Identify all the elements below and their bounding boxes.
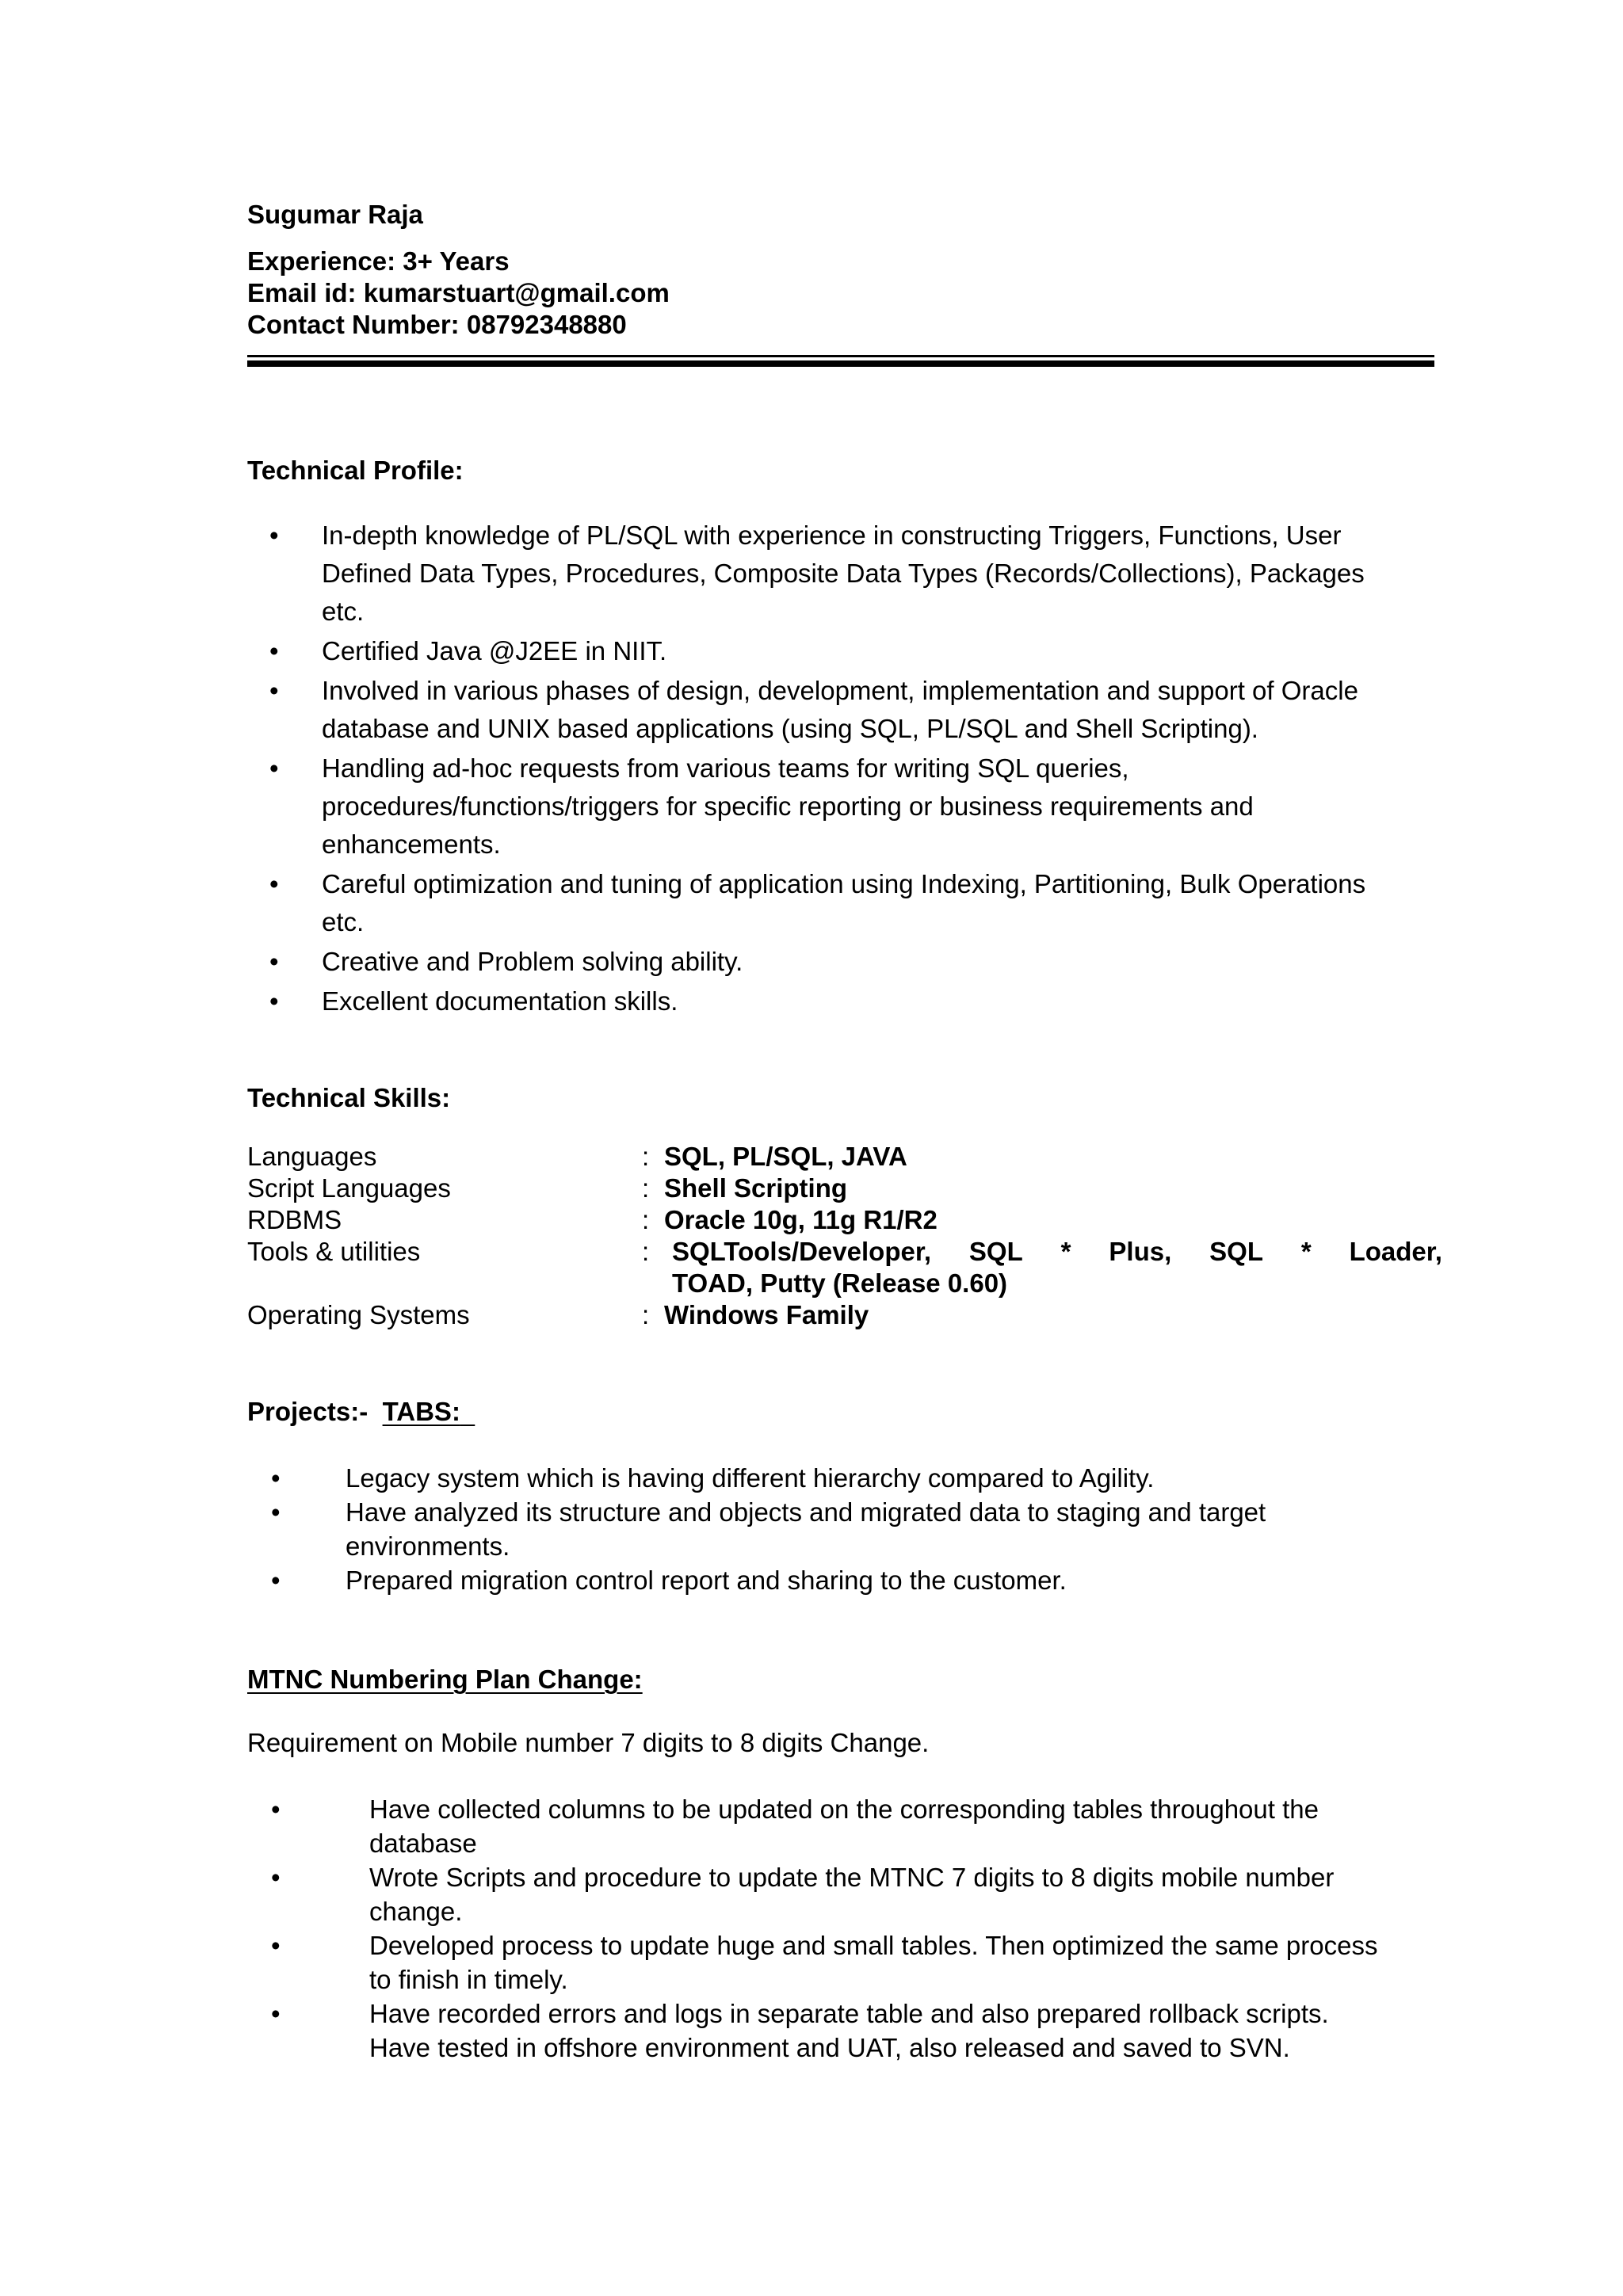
list-item	[271, 1461, 1266, 1495]
tools-word: *	[1060, 1237, 1071, 1266]
tools-word: *	[1300, 1237, 1312, 1266]
list-item-line: database and UNIX based applications (using SQL, PL/SQL and Shell Scripting).	[322, 714, 1258, 743]
skill-row	[247, 1173, 1434, 1204]
skill-value: Windows Family	[664, 1300, 869, 1329]
skills-table	[247, 1141, 1442, 1331]
list-item	[271, 1792, 1377, 1860]
skill-separator: :	[642, 1300, 650, 1329]
list-item-line: Creative and Problem solving ability.	[322, 947, 743, 976]
list-item	[271, 1563, 1266, 1597]
list-item-line: change.	[369, 1897, 463, 1926]
bullet-icon: •	[269, 521, 279, 550]
tools-word: Plus,	[1109, 1237, 1172, 1266]
mtnc-heading: MTNC Numbering Plan Change:	[247, 1665, 643, 1694]
skill-label: Languages	[247, 1142, 377, 1171]
tools-word: SQL	[1209, 1237, 1263, 1266]
bullet-icon: •	[271, 1566, 281, 1595]
list-item-line: Involved in various phases of design, development, implementation and support of Oracle	[322, 676, 1358, 705]
list-item-line: Wrote Scripts and procedure to update the MTNC 7 digits to 8 digits mobile number	[369, 1863, 1335, 1892]
skill-row	[247, 1141, 1434, 1173]
list-item	[271, 1495, 1266, 1563]
list-item-line: Have analyzed its structure and objects and migrated data to staging and target	[346, 1497, 1266, 1527]
list-item-line: environments.	[346, 1531, 510, 1561]
experience-line: Experience: 3+ Years	[247, 246, 510, 276]
list-item	[269, 672, 1365, 748]
technical-profile-list	[269, 517, 1366, 1020]
list-item-line: to finish in timely.	[369, 1965, 568, 1994]
list-item-line: Certified Java @J2EE in NIIT.	[322, 636, 667, 666]
projects-label: Projects:-	[247, 1397, 369, 1426]
list-item	[269, 982, 1365, 1020]
bullet-icon: •	[271, 1794, 281, 1824]
list-item	[271, 1928, 1378, 1997]
bullet-icon: •	[269, 636, 279, 666]
skill-label: RDBMS	[247, 1205, 342, 1234]
list-item-line: Excellent documentation skills.	[322, 986, 678, 1016]
project-name: TABS:	[382, 1397, 460, 1426]
skill-value-line2: TOAD, Putty (Release 0.60)	[672, 1268, 1008, 1298]
list-item-line: etc.	[322, 597, 365, 626]
bullet-icon: •	[271, 1863, 281, 1892]
skill-separator: :	[642, 1142, 650, 1171]
tools-value-line1	[672, 1236, 1442, 1268]
list-item-line: Have tested in offshore environment and UAT, also released and saved to SVN.	[369, 2033, 1290, 2062]
list-item-line: etc.	[322, 907, 365, 936]
tools-word: SQLTools/Developer,	[672, 1237, 932, 1266]
list-item-line: Developed process to update huge and small tables. Then optimized the same process	[369, 1931, 1378, 1960]
list-item-line: Legacy system which is having different hierarchy compared to Agility.	[346, 1463, 1155, 1493]
skill-separator: :	[642, 1237, 650, 1266]
skill-value: SQL, PL/SQL, JAVA	[664, 1142, 907, 1171]
header-divider-thick	[247, 360, 1434, 367]
bullet-icon: •	[271, 1999, 281, 2028]
list-item-line: Have collected columns to be updated on the corresponding tables throughout the	[369, 1794, 1319, 1824]
list-item	[269, 749, 1365, 864]
bullet-icon: •	[269, 676, 279, 705]
list-item-line: In-depth knowledge of PL/SQL with experience in constructing Triggers, Functions, User	[322, 521, 1342, 550]
skill-value: Oracle 10g, 11g R1/R2	[664, 1205, 938, 1234]
projects-heading	[247, 1396, 475, 1428]
skill-value	[672, 1236, 1442, 1268]
skill-row	[247, 1204, 1434, 1236]
skill-label: Script Languages	[247, 1173, 451, 1203]
skill-separator: :	[642, 1173, 650, 1203]
list-item-line: Handling ad-hoc requests from various teams for writing SQL queries,	[322, 753, 1129, 783]
list-item	[269, 632, 1365, 670]
list-item-line: Defined Data Types, Procedures, Composite Data Types (Records/Collections), Packages	[322, 559, 1365, 588]
list-item-line: enhancements.	[322, 830, 501, 859]
tools-word: SQL	[968, 1237, 1023, 1266]
skill-value: Shell Scripting	[664, 1173, 848, 1203]
skill-label: Tools & utilities	[247, 1237, 421, 1266]
list-item-line: database	[369, 1829, 477, 1858]
list-item-line: Have recorded errors and logs in separate table and also prepared rollback scripts.	[369, 1999, 1329, 2028]
bullet-icon: •	[269, 753, 279, 783]
skill-row-continuation	[247, 1268, 1434, 1299]
bullet-icon: •	[271, 1463, 281, 1493]
bullet-icon: •	[269, 986, 279, 1016]
list-item	[271, 1860, 1377, 1928]
list-item-line: Careful optimization and tuning of application using Indexing, Partitioning, Bulk Operations	[322, 869, 1366, 898]
list-item	[269, 865, 1366, 941]
tools-word: Loader,	[1349, 1237, 1442, 1266]
bullet-icon: •	[269, 869, 279, 898]
list-item-line: Prepared migration control report and sharing to the customer.	[346, 1566, 1067, 1595]
skill-row	[247, 1236, 1442, 1268]
projects-list	[271, 1461, 1266, 1597]
list-item-line: procedures/functions/triggers for specific reporting or business requirements and	[322, 791, 1254, 821]
header-divider-thin	[247, 355, 1434, 357]
mtnc-requirement: Requirement on Mobile number 7 digits to 8 digits Change.	[247, 1728, 930, 1757]
list-item	[269, 943, 1365, 981]
bullet-icon: •	[271, 1931, 281, 1960]
mtnc-list	[271, 1792, 1378, 2065]
contact-line: Contact Number: 08792348880	[247, 310, 627, 339]
email-line: Email id: kumarstuart@gmail.com	[247, 278, 670, 307]
candidate-name: Sugumar Raja	[247, 200, 423, 229]
skill-separator: :	[642, 1205, 650, 1234]
bullet-icon: •	[269, 947, 279, 976]
skill-label: Operating Systems	[247, 1300, 470, 1329]
list-item	[271, 1997, 1377, 2065]
bullet-icon: •	[271, 1497, 281, 1527]
technical-profile-heading: Technical Profile:	[247, 456, 464, 485]
skill-row	[247, 1299, 1434, 1331]
technical-skills-heading: Technical Skills:	[247, 1083, 451, 1112]
list-item	[269, 517, 1365, 631]
